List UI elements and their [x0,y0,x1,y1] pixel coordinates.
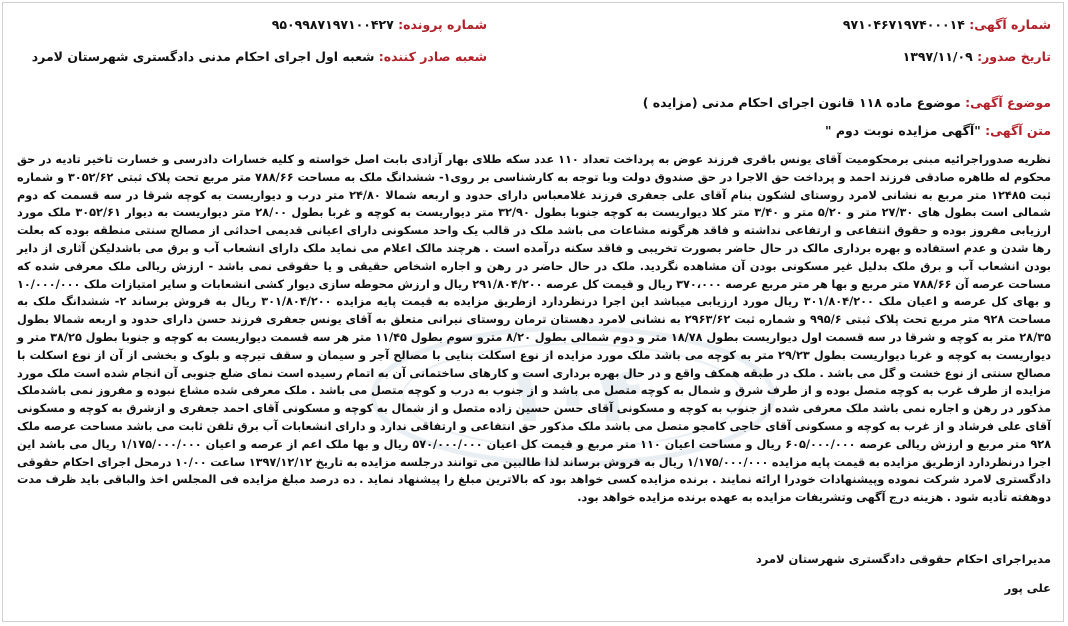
issuer-value: شعبه اول اجرای احکام مدنی دادگستری شهرستان لامرد [31,49,375,64]
signature-name: علی پور [1004,581,1051,595]
text-title: "آگهی مزایده نوبت دوم " [824,123,981,138]
subject-row [643,95,1051,111]
issuer-row [32,49,487,65]
text-title-row [825,123,1051,139]
ad-number-value: ۹۷۱۰۴۶۷۱۹۷۴۰۰۰۱۴ [842,17,965,32]
notice-body: نظریه صدوراجرائیه مبنی برمحکومیت آقای یونس باقری فرزند عوض به پرداخت تعداد ۱۱۰ عدد سکه طلای بهار آزادی بابت اصل خواسته و کلیه خسارات دادرسی و خسارت تاخیر تادیه در حق محکوم له طاهره صادقی فرزند احمد و پرداخت حق الاجرا در حق صندوق دولت وبا توجه به کارشناسی بر روی۱- ششدانگ ملک به مساحت ۷۸۸/۶۶ متر مربع تحت پلاک ثبتی ۳۰۵۲/۶۲ و شماره ثبت ۱۲۴۸۵ متر مربع به نشانی لامرد روستای لشکون بنام آقای علی جعفری فرزند غلامعباس دارای حدود و اربعه شمالا ۲۴/۸۰ متر درب و دیواریست به کوچه شرقا در سه قسمت که دوم شمالی است بطول های ۲۷/۳۰ متر و ۵/۲۰ متر و ۳/۴۰ متر کلا دیواریست به کوچه جنوبا بطول ۳۲/۹۰ متر دیواریست به کوچه و غربا بطول ۲۸/۰۰ متر دیواریست به دیوار ۳۰۵۲/۶۱ ملک مورد ارزیابی مفروز بوده و حقوق انتفاعی و ارتفاعی نداشته و فاقد هرگونه مشاعات می باشد ملک در قالب یک واحد مسکونی دارای اعیانی قدیمی احداثی از مصالح سنتی منطقه بوده که بعلت رها شدن و عدم استفاده و بهره برداری مالک در حال حاضر بصورت تخریبی و فاقد سکنه درآمده است . هرچند مالک اعلام می نماید ملک دارای انشعاب آب و برق می باشدلیکن آثاری از دایر بودن انشعاب آب و برق ملک بدلیل غیر مسکونی بودن آن مشاهده نگردید. ملک در حال حاضر در رهن و اجاره اشخاص حقیقی و یا حقوقی نمی باشد - ارزش ریالی ملک معرفی شده که مساحت عرصه آن ۷۸۸/۶۶ متر مربع و بها هر متر مربع عرصه ۳۷۰،۰۰۰ ریال و قیمت کل عرصه ۲۹۱/۸۰۴/۲۰۰ ریال و ارزش محوطه سازی دیوار کشی انشعابات و سایر امتیازات ملک ۱۰/۰۰۰/۰۰۰ و بهای کل عرصه و اعیان ملک ۳۰۱/۸۰۴/۲۰۰ ریال مورد ارزیابی میباشد این اجرا درنظردارد ازطریق مزایده به قیمت پایه مزایده ۳۰۱/۸۰۴/۲۰۰ ریال به فروش برساند ۲- ششدانگ ملک به مساحت ۹۲۸ متر مربع تحت پلاک ثبتی ۹۹۵/۶ و شماره ثبت ۲۹۶۳/۶۲ به نشانی لامرد دهستان ترمان روستای نیرانی متعلق به آقای یونس جعفری فرزند حسن دارای حدود و اربعه شمالا بطول ۲۸/۳۵ متر به کوچه و شرقا در سه قسمت اول دیواریست بطول ۱۸/۷۸ متر و دوم شمالی بطول ۸/۲۰ مترو سوم بطول ۱۱/۴۵ متر هر سه قسمت دیواریست به کوچه و جنوبا بطول ۳۸/۲۵ متر و دیواریست به کوچه و غربا دیواریست بطول ۲۹/۲۳ متر به کوچه می باشد ملک مورد مزایده از نوع اسکلت بنایی با مصالح آجر و سیمان و سقف تیرچه و بلوک و بخشی از آن از نوع اسکلت با مصالح سنتی از نوع خشت و گل می باشد . ملک در طبقه همکف واقع و در حال بهره برداری است و کارهای ساختمانی آن به اتمام رسیده است نمای ضلع جنوبی آن انجام شده است ملک مورد مزایده از طرف غرب به کوچه متصل بوده و از طرف شرق و شمال به کوچه متصل می باشد و از جنوب به درب و کوچه متصل می باشد . ملک معرفی شده مشاع نبوده و مفروز نمی باشدملک مذکور در رهن و اجاره نمی باشد ملک معرفی شده از جنوب به کوچه و مسکونی آقای حسن حسین زاده متصل و از شمال به کوچه و مسکونی آقای احمد جعفری و ازشرق به کوچه و مسکونی آقای علی فرشاد و از غرب به کوچه و مسکونی آقای حاجی کامجو متصل می باشد ملک مذکور حق انتفاعی و ارتفاقی ندارد و دارای انشعابات آب برق تلفن ثابت می باشد مساحت عرصه ملک ۹۲۸ متر مربع و ارزش ریالی عرصه ۶۰۵/۰۰۰/۰۰۰ ریال و مساحت اعیان ۱۱۰ متر مربع و قیمت کل اعیان ۵۷۰/۰۰۰/۰۰۰ ریال و بها ملک اعم از عرصه و اعیان ۱/۱۷۵/۰۰۰/۰۰۰ ریال می باشد این اجرا درنظردارد ازطریق مزایده به قیمت پایه مزایده ۱/۱۷۵/۰۰۰/۰۰۰ ریال به فروش برساند لذا طالبین می توانند درجلسه مزایده به تاریخ ۱۳۹۷/۱۲/۱۲ ساعت ۱۰/۰۰ درمحل اجرای احکام حقوقی دادگستری لامرد شرکت نموده وپیشنهادات خودرا ارائه نمایند . برنده مزایده کسی خواهد بود که بالاترین مبلغ را پیشنهاد نماید . ده درصد مبلغ مزایده فی المجلس اخذ والباقی باید ظرف مدت دوهفته تأدیه شود . هزینه درج آگهی وتشریفات مزایده به عهده برنده مزایده خواهد بود. [17,153,1052,505]
ad-number-row [843,17,1051,33]
issue-date-value: ۱۳۹۷/۱۱/۰۹ [902,49,973,64]
file-number-label: شماره پرونده: [398,17,487,32]
text-label: متن آگهی: [985,123,1051,138]
ad-number-label: شماره آگهی: [969,17,1051,32]
document-page [2,2,1064,622]
signature-title: مدیراجرای احکام حقوقی دادگستری شهرستان لامرد [755,552,1051,566]
issue-date-label: تاریخ صدور: [977,49,1051,64]
issuer-label: شعبه صادر کننده: [378,49,487,64]
svg-text:۱۰۴: ۱۰۴ [503,350,643,439]
issue-date-row [903,49,1051,65]
file-number-row [272,17,487,33]
subject-value: موضوع ماده ۱۱۸ قانون اجرای احکام مدنی (مزایده ) [642,95,961,110]
file-number-value: ۹۵۰۹۹۸۷۱۹۷۱۰۰۴۲۷ [271,17,394,32]
subject-label: موضوع آگهی: [965,95,1051,110]
